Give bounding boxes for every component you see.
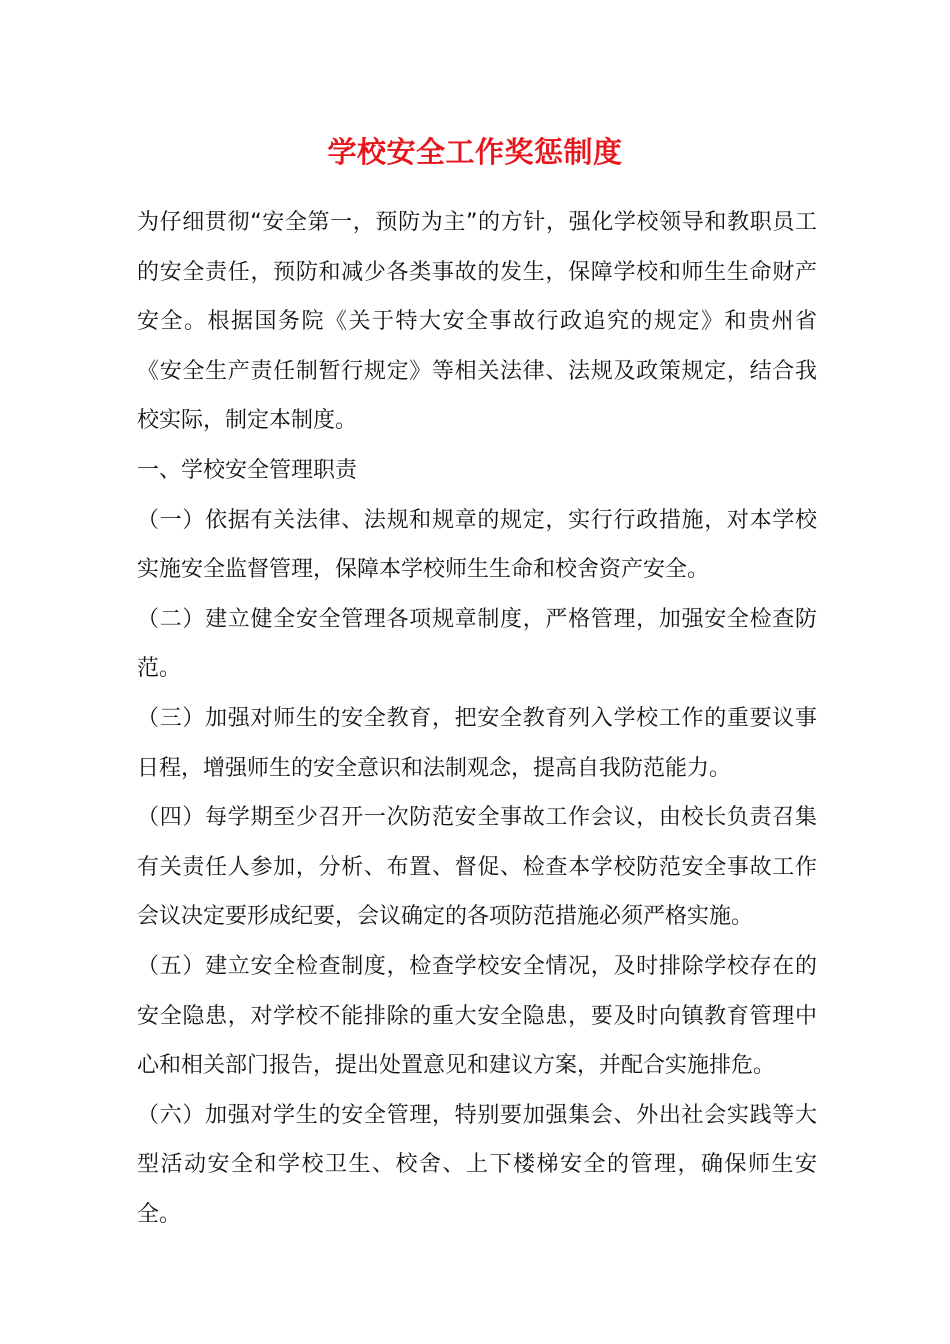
clause-4: （四）每学期至少召开一次防范安全事故工作会议，由校长负责召集有关责任人参加，分析、布置、督促、检查本学校防范安全事故工作会议决定要形成纪要，会议确定的各项防范措施必须严格实施。 [137,805,817,930]
clause-2: （二）建立健全安全管理各项规章制度，严格管理，加强安全检查防范。 [137,606,817,682]
document-title: 学校安全工作奖惩制度 [327,135,623,169]
section-heading: 一、学校安全管理职责 [137,457,358,483]
clause-6: （六）加强对学生的安全管理，特别要加强集会、外出社会实践等大型活动安全和学校卫生、校舍、上下楼梯安全的管理，确保师生安全。 [137,1102,817,1227]
intro-paragraph: 为仔细贯彻“安全第一，预防为主”的方针，强化学校领导和教职员工的安全责任，预防和减少各类事故的发生，保障学校和师生生命财产安全。根据国务院《关于特大安全事故行政追究的规定》和贵州省《安全生产责任制暂行规定》等相关法律、法规及政策规定，结合我校实际，制定本制度。 [137,210,817,434]
clause-1: （一）依据有关法律、法规和规章的规定，实行行政措施，对本学校实施安全监督管理，保障本学校师生生命和校舍资产安全。 [137,507,817,583]
clause-3: （三）加强对师生的安全教育，把安全教育列入学校工作的重要议事日程，增强师生的安全意识和法制观念，提高自我防范能力。 [137,705,817,781]
document-body [137,198,817,1239]
clause-5: （五）建立安全检查制度，检查学校安全情况，及时排除学校存在的安全隐患，对学校不能排除的重大安全隐患，要及时向镇教育管理中心和相关部门报告，提出处置意见和建议方案，并配合实施排危。 [137,953,817,1079]
